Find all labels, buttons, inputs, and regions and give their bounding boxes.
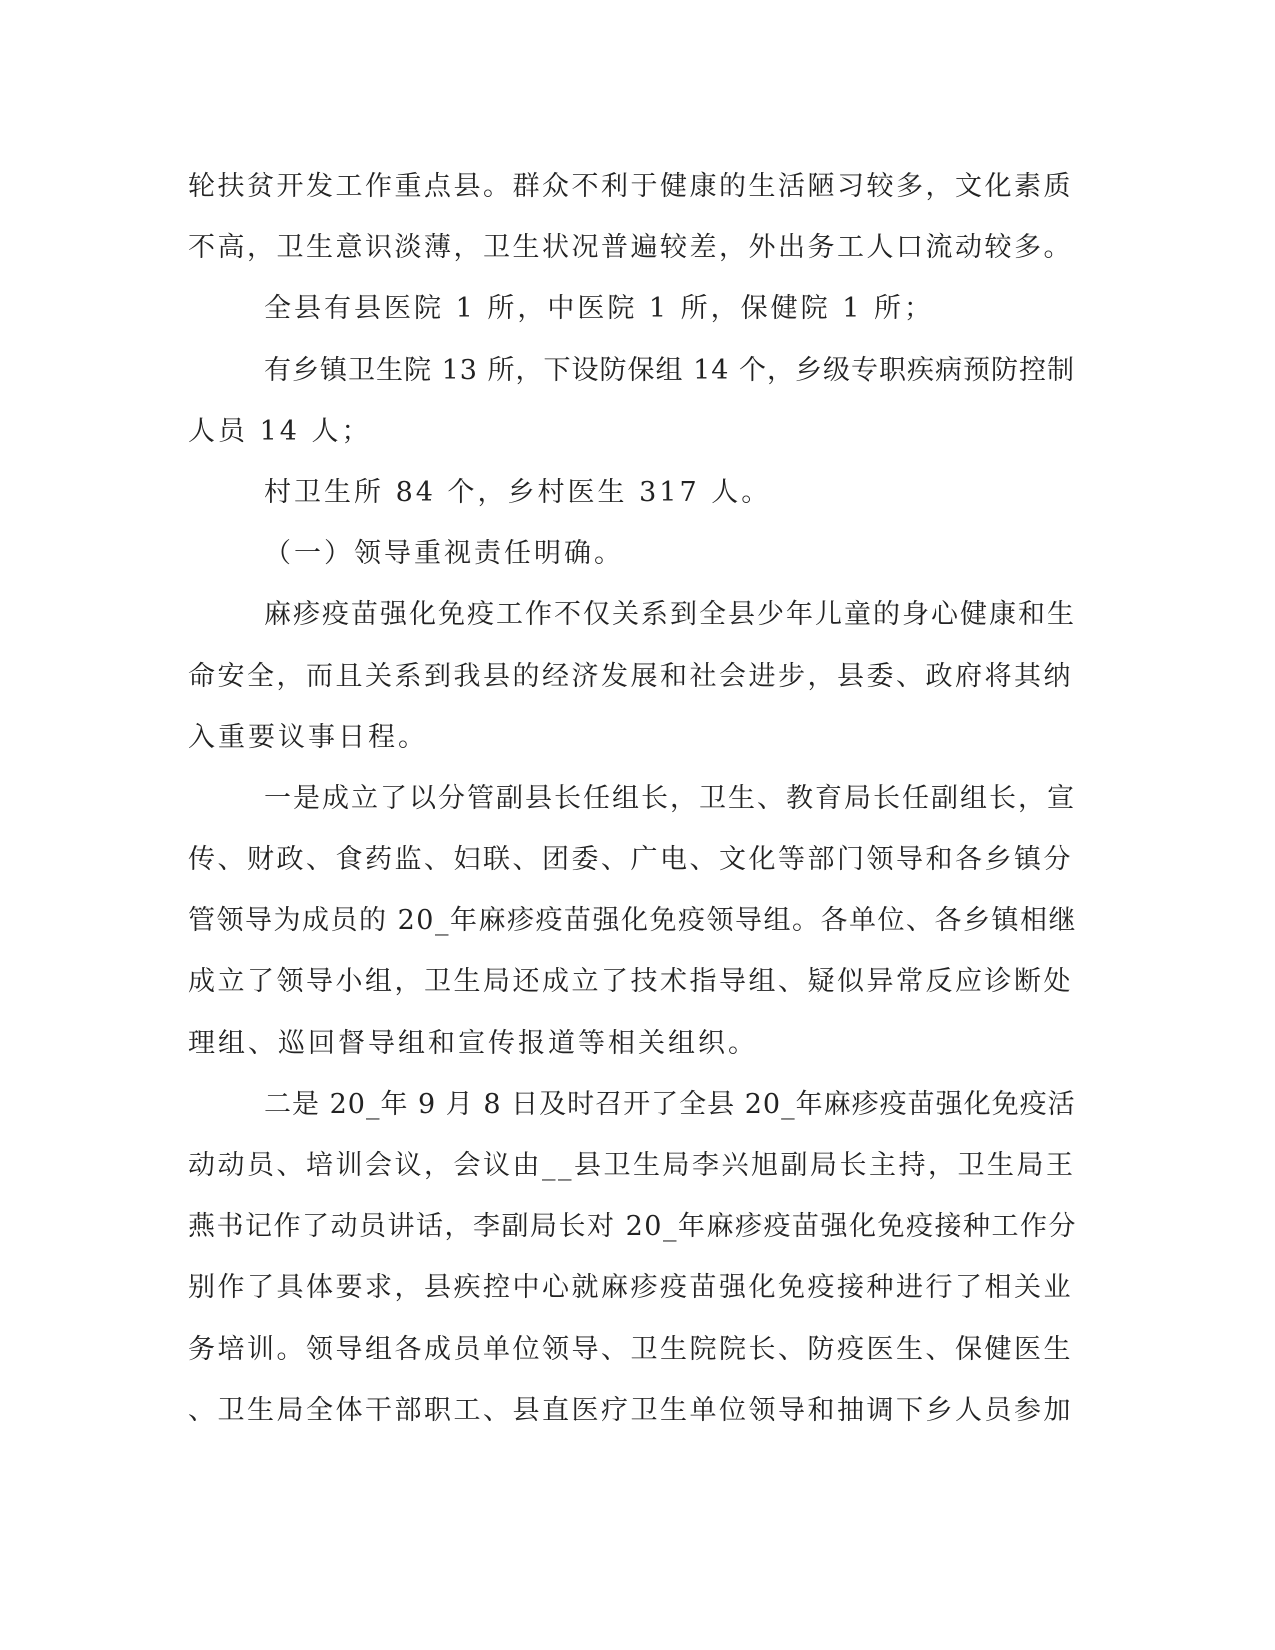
text-line: 一是成立了以分管副县长任组长，卫生、教育局长任副组长，宣	[264, 782, 1076, 814]
text-line: 轮扶贫开发工作重点县。群众不利于健康的生活陋习较多，文化素质	[188, 171, 1073, 202]
text-line: 别作了具体要求，县疾控中心就麻疹疫苗强化免疫接种进行了相关业	[188, 1272, 1073, 1304]
text-line: 全县有县医院 1 所，中医院 1 所，保健院 1 所；	[264, 293, 935, 325]
text-line: 人员 14 人；	[188, 415, 372, 447]
text-line: 二是 20_年 9 月 8 日及时召开了全县 20_年麻疹疫苗强化免疫活	[264, 1088, 1076, 1120]
text-line: （一）领导重视责任明确。	[264, 538, 624, 570]
text-line: 麻疹疫苗强化免疫工作不仅关系到全县少年儿童的身心健康和生	[264, 599, 1076, 631]
text-line: 传、财政、食药监、妇联、团委、广电、文化等部门领导和各乡镇分	[188, 844, 1073, 876]
text-line: 不高，卫生意识淡薄，卫生状况普遍较差，外出务工人口流动较多。	[188, 232, 1073, 264]
text-line: 、卫生局全体干部职工、县直医疗卫生单位领导和抽调下乡人员参加	[188, 1394, 1073, 1426]
text-line: 理组、巡回督导组和宣传报道等相关组织。	[188, 1027, 758, 1059]
text-line: 动动员、培训会议，会议由__县卫生局李兴旭副局长主持，卫生局王	[188, 1150, 1076, 1181]
text-line: 务培训。领导组各成员单位领导、卫生院院长、防疫医生、保健医生	[188, 1333, 1073, 1365]
document-body	[188, 156, 1078, 1441]
text-line: 燕书记作了动员讲话，李副局长对 20_年麻疹疫苗强化免疫接种工作分	[188, 1211, 1077, 1243]
text-line: 有乡镇卫生院 13 所，下设防保组 14 个，乡级专职疾病预防控制	[264, 354, 1076, 386]
text-line: 命安全，而且关系到我县的经济发展和社会进步，县委、政府将其纳	[188, 660, 1073, 692]
text-line: 管领导为成员的 20_年麻疹疫苗强化免疫领导组。各单位、各乡镇相继	[188, 905, 1077, 937]
text-line: 村卫生所 84 个，乡村医生 317 人。	[264, 476, 772, 508]
text-line: 入重要议事日程。	[188, 721, 428, 753]
text-line: 成立了领导小组，卫生局还成立了技术指导组、疑似异常反应诊断处	[188, 966, 1073, 998]
